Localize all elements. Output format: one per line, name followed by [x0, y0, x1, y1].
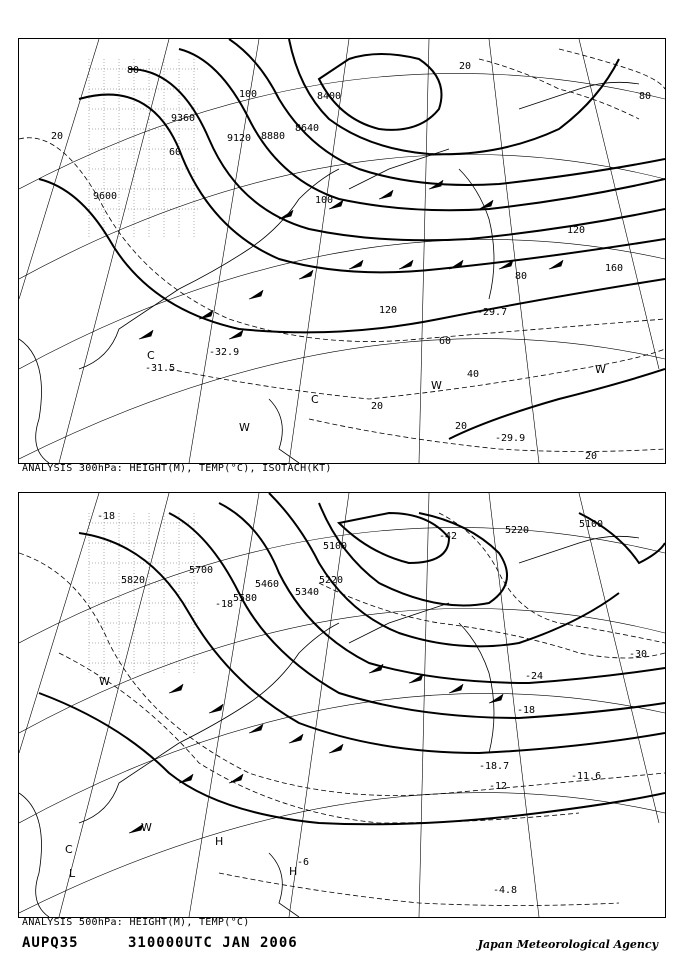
- isotach-label: 60: [439, 336, 452, 347]
- height-label: 5820: [121, 575, 146, 586]
- wind-barb-icon: [129, 664, 503, 833]
- height-label: 5100: [323, 541, 348, 552]
- height-label: 9600: [93, 191, 118, 202]
- graticule: [19, 493, 665, 917]
- warm-center-label: W: [141, 821, 152, 834]
- isotach-label: 20: [459, 61, 472, 72]
- map-500hpa: [18, 492, 666, 918]
- temp-label: -18: [215, 599, 234, 610]
- warm-center-label: W: [239, 421, 250, 434]
- chart-id: AUPQ35: [22, 935, 79, 951]
- temp-label: -29.9: [495, 433, 526, 444]
- valid-time: 310000UTC JAN 2006: [128, 935, 298, 951]
- temp-label: -32.9: [209, 347, 240, 358]
- temp-label: -24: [525, 671, 544, 682]
- warm-center-label: W: [99, 675, 110, 688]
- height-label: 5700: [189, 565, 214, 576]
- low-center-label: L: [69, 867, 76, 880]
- isotach-label: 160: [605, 263, 624, 274]
- temp-label: -18: [517, 705, 536, 716]
- map-300hpa: [18, 38, 666, 464]
- isotach-label: 20: [585, 451, 598, 462]
- warm-center-label: W: [595, 363, 606, 376]
- cold-center-label: C: [311, 393, 319, 406]
- height-label: 5100: [579, 519, 604, 530]
- temp-label: -18: [97, 511, 116, 522]
- cold-center-label: C: [65, 843, 73, 856]
- isotherm-contours: [19, 513, 665, 906]
- height-label-group: [121, 519, 603, 604]
- temp-label: -6: [297, 857, 310, 868]
- temp-label: -12: [489, 781, 508, 792]
- height-label: 8880: [261, 131, 286, 142]
- station-value: -4.8: [493, 885, 518, 896]
- coastline: [19, 82, 639, 463]
- height-label: 5460: [255, 579, 280, 590]
- height-label: 9120: [227, 133, 252, 144]
- height-label: 5220: [319, 575, 344, 586]
- map-300hpa-svg: [19, 39, 665, 463]
- warm-center-label: W: [431, 379, 442, 392]
- height-label: 8400: [317, 91, 342, 102]
- isotach-label: 60: [169, 147, 182, 158]
- isotach-label: 120: [379, 305, 398, 316]
- temp-label: -29.7: [477, 307, 508, 318]
- isotach-label: 100: [315, 195, 334, 206]
- isotach-label: 80: [127, 65, 140, 76]
- land-grid: [89, 59, 199, 239]
- height-label: 8640: [295, 123, 320, 134]
- height-contours: [39, 39, 665, 439]
- land-grid: [89, 513, 199, 673]
- isotach-label: 20: [51, 131, 64, 142]
- isotach-label: 20: [455, 421, 468, 432]
- temp-label: -30: [629, 649, 648, 660]
- height-label: 9360: [171, 113, 196, 124]
- isotach-label: 20: [371, 401, 384, 412]
- temp-label: -31.5: [145, 363, 176, 374]
- height-label: 5220: [505, 525, 530, 536]
- temp-label: -42: [439, 531, 458, 542]
- station-value: -18.7: [479, 761, 510, 772]
- height-label: 5340: [295, 587, 320, 598]
- pressure-center-group: [147, 349, 606, 434]
- high-center-label: H: [289, 865, 298, 878]
- height-label: 5580: [233, 593, 258, 604]
- coastline: [19, 536, 639, 917]
- isotach-label: 100: [239, 89, 258, 100]
- high-center-label: H: [215, 835, 224, 848]
- cold-center-label: C: [147, 349, 155, 362]
- isotach-label: 80: [515, 271, 528, 282]
- station-value: -11.6: [571, 771, 602, 782]
- isotach-label: 120: [567, 225, 586, 236]
- map-500hpa-svg: [19, 493, 665, 917]
- isotach-label: 40: [467, 369, 480, 380]
- caption-300hpa: ANALYSIS 300hPa: HEIGHT(M), TEMP(°C), ISOTACH(KT): [22, 463, 332, 474]
- caption-500hpa: ANALYSIS 500hPa: HEIGHT(M), TEMP(°C): [22, 917, 250, 928]
- isotach-label: 80: [639, 91, 652, 102]
- agency-name: Japan Meteorological Agency: [477, 938, 658, 951]
